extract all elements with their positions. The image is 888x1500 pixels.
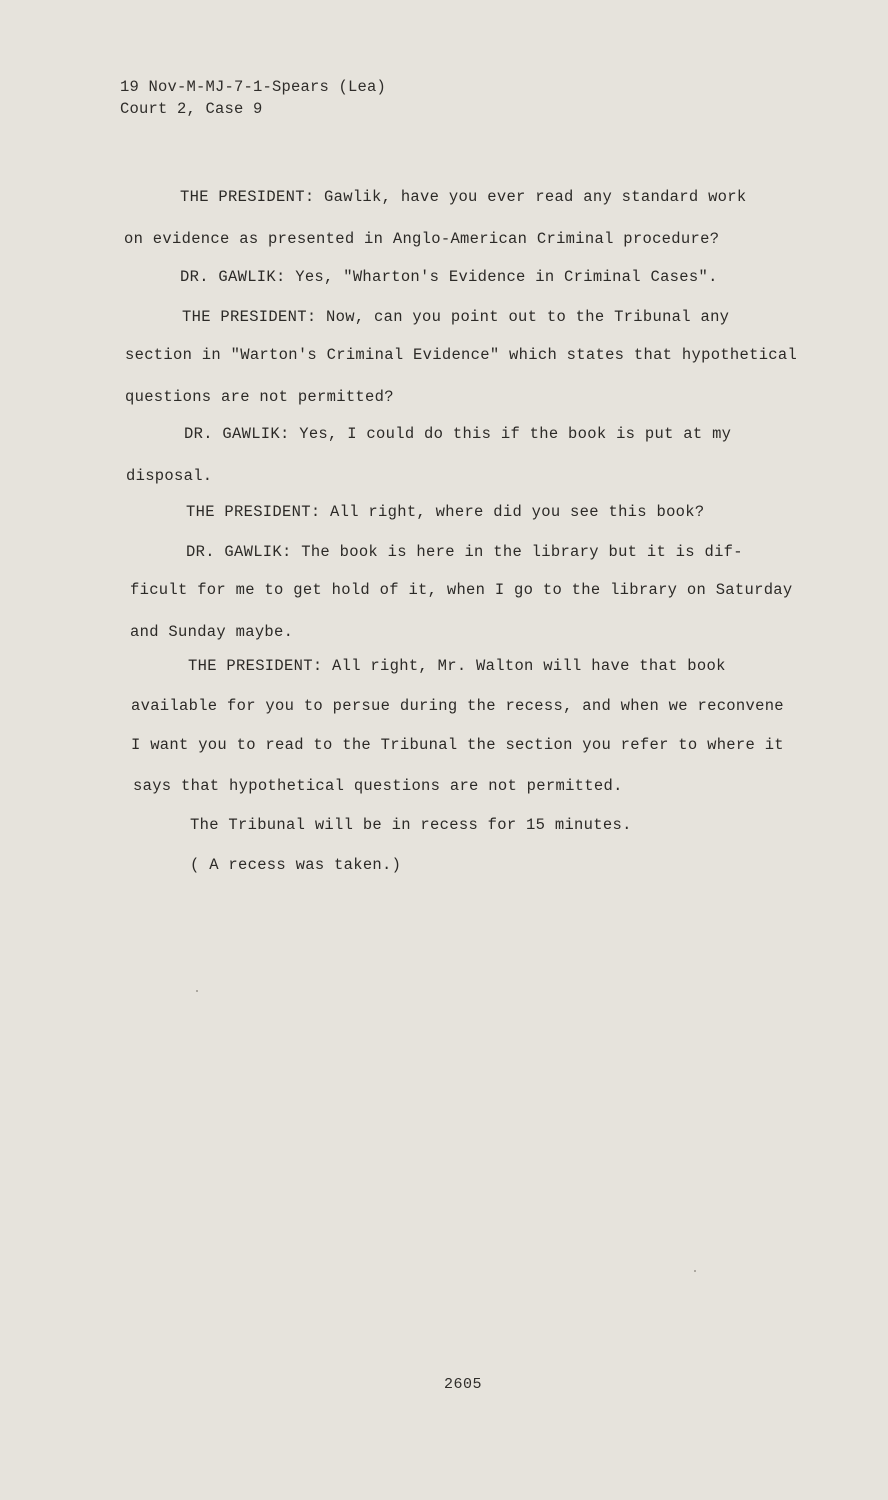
transcript-line: DR. GAWLIK: Yes, "Wharton's Evidence in Criminal Cases". bbox=[180, 268, 718, 286]
transcript-line: THE PRESIDENT: All right, where did you see this book? bbox=[186, 503, 705, 521]
transcript-line: on evidence as presented in Anglo-American Criminal procedure? bbox=[124, 230, 720, 248]
transcript-line: ficult for me to get hold of it, when I go to the library on Saturday bbox=[130, 581, 793, 599]
transcript-line: DR. GAWLIK: Yes, I could do this if the book is put at my bbox=[184, 425, 732, 443]
transcript-line: I want you to read to the Tribunal the section you refer to where it bbox=[131, 736, 784, 754]
transcript-line: THE PRESIDENT: All right, Mr. Walton will have that book bbox=[188, 657, 726, 675]
transcript-line: questions are not permitted? bbox=[125, 388, 394, 406]
transcript-line: ( A recess was taken.) bbox=[190, 856, 402, 874]
header-court-case-line: Court 2, Case 9 bbox=[120, 100, 263, 118]
transcript-line: THE PRESIDENT: Gawlik, have you ever read any standard work bbox=[180, 188, 747, 206]
paper-speck bbox=[196, 990, 198, 992]
transcript-line: THE PRESIDENT: Now, can you point out to the Tribunal any bbox=[182, 308, 730, 326]
document-header bbox=[120, 76, 386, 120]
header-reference-line: 19 Nov-M-MJ-7-1-Spears (Lea) bbox=[120, 78, 387, 96]
page-number: 2605 bbox=[444, 1376, 483, 1393]
transcript-line: and Sunday maybe. bbox=[130, 623, 294, 641]
transcript-line: disposal. bbox=[126, 467, 213, 485]
transcript-line: DR. GAWLIK: The book is here in the library but it is dif- bbox=[186, 543, 743, 561]
transcript-line: The Tribunal will be in recess for 15 minutes. bbox=[190, 816, 632, 834]
transcript-line: section in "Warton's Criminal Evidence" which states that hypothetical bbox=[125, 346, 798, 364]
transcript-line: says that hypothetical questions are not permitted. bbox=[133, 777, 623, 795]
paper-speck bbox=[694, 1270, 696, 1272]
transcript-line: available for you to persue during the recess, and when we reconvene bbox=[131, 697, 784, 715]
